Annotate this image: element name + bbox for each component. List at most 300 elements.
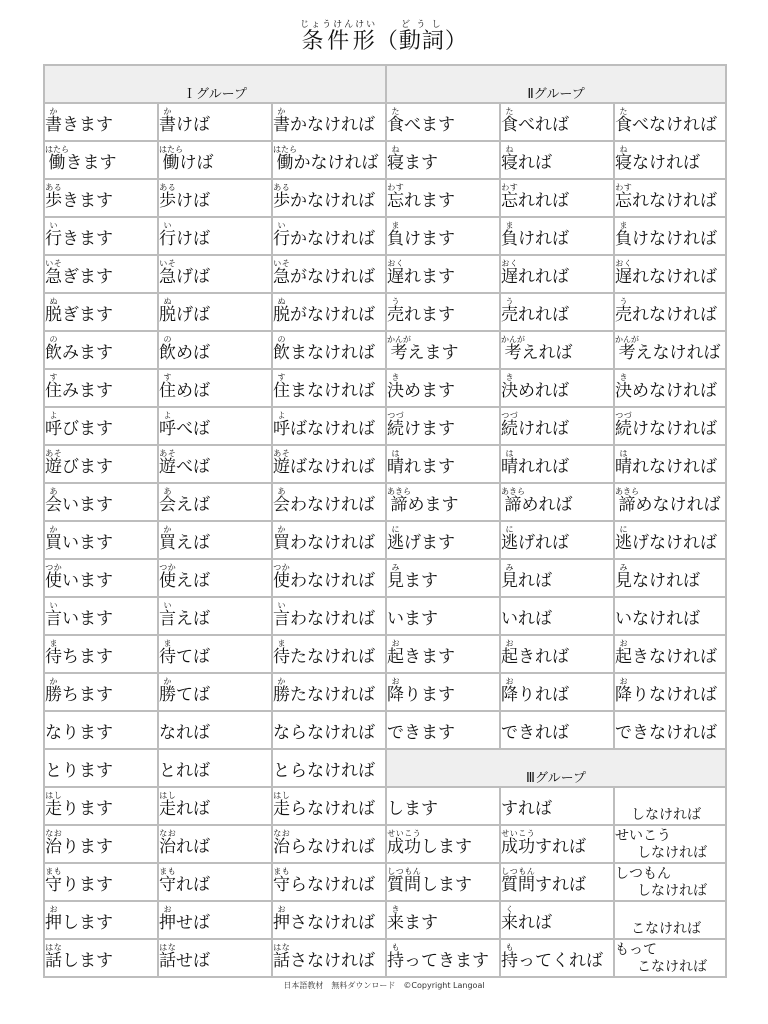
verb-form: 待まちます	[45, 639, 113, 667]
verb-form: 急いそぎます	[45, 259, 113, 287]
verb-form: 話はなさなければ	[273, 943, 375, 971]
verb-form: 勝かてば	[159, 677, 210, 705]
verb-form: 食たべなければ	[615, 107, 718, 135]
table-row	[45, 104, 727, 142]
verb-form: 起おきます	[387, 639, 456, 667]
ruby-word: 遅おく	[387, 259, 405, 287]
verb-form: 忘わすれれば	[501, 183, 570, 211]
verb-form: 住すめば	[159, 373, 210, 401]
group1-ba-form-cell	[159, 712, 273, 750]
ruby-word: 治なお	[45, 829, 62, 857]
furigana: い	[45, 601, 62, 610]
group1-masu-form-cell	[45, 788, 159, 826]
ruby-word: 晴は	[501, 449, 519, 477]
furigana: か	[159, 677, 176, 686]
group2-masu-form-cell	[387, 560, 501, 598]
ruby-word: 降お	[615, 677, 633, 705]
group1-masu-form-cell	[45, 636, 159, 674]
furigana: ま	[273, 639, 290, 648]
ruby-word: 待ま	[273, 639, 290, 667]
verb-form: 続つづけます	[387, 411, 456, 439]
furigana: あそ	[45, 449, 62, 458]
furigana: はな	[159, 943, 176, 952]
ruby-word: 成功せいこう	[501, 829, 536, 857]
verb-form: 待まてば	[159, 639, 210, 667]
furigana: お	[615, 677, 633, 686]
group3-masu-form-cell	[387, 940, 501, 978]
verb-form: いれば	[501, 609, 553, 629]
group1-ba-form-cell	[159, 636, 273, 674]
furigana: なお	[159, 829, 176, 838]
table-row	[45, 370, 727, 408]
furigana: ある	[159, 183, 176, 192]
verb-form: 諦あきらめます	[387, 487, 459, 515]
table-row	[45, 446, 727, 484]
ruby-word: 続つづ	[387, 411, 405, 439]
group1-masu-form-cell	[45, 712, 159, 750]
verb-form-line: もって	[615, 942, 658, 958]
group2-masu-form-cell	[387, 408, 501, 446]
furigana: す	[45, 373, 62, 382]
ruby-word: 押お	[45, 905, 62, 933]
group2-masu-form-cell	[387, 598, 501, 636]
group1-masu-form-cell	[45, 446, 159, 484]
group1-masu-form-cell	[45, 864, 159, 902]
furigana: か	[45, 525, 62, 534]
group2-nakereba-form-cell	[615, 446, 727, 484]
verb-form: 脱ぬげば	[159, 297, 210, 325]
ruby-word: 働はたら	[273, 145, 297, 173]
furigana: い	[45, 221, 62, 230]
group3-nakereba-form-cell	[615, 902, 727, 940]
ruby-word: 食た	[387, 107, 405, 135]
group2-nakereba-form-cell	[615, 142, 727, 180]
group1-header: Ｉグループ	[45, 66, 387, 104]
verb-form: 話はなします	[45, 943, 113, 971]
group1-ba-form-cell	[159, 332, 273, 370]
ruby-word: 走はし	[159, 791, 176, 819]
ruby-word: 来き	[387, 905, 405, 933]
ruby-word: 逃に	[387, 525, 405, 553]
ruby-word: 守まも	[159, 867, 176, 895]
group1-nakereba-form-cell	[273, 598, 387, 636]
verb-form: 言いえば	[159, 601, 210, 629]
table-row	[45, 788, 727, 826]
group1-ba-form-cell	[159, 218, 273, 256]
ruby-word: 急いそ	[45, 259, 62, 287]
ruby-word: 飲の	[159, 335, 176, 363]
furigana: はし	[45, 791, 62, 800]
ruby-word: 急いそ	[273, 259, 290, 287]
verb-form-line: しつもん	[615, 866, 672, 882]
ruby-word: 売う	[501, 297, 519, 325]
ruby-word: 呼よ	[273, 411, 290, 439]
ruby-word: 決き	[615, 373, 633, 401]
furigana: わす	[501, 183, 519, 192]
group1-nakereba-form-cell	[273, 826, 387, 864]
verb-form: 降おりなければ	[615, 677, 718, 705]
furigana: み	[501, 563, 519, 572]
verb-form: 見みなければ	[615, 563, 701, 591]
verb-form: 歩あるけば	[159, 183, 210, 211]
group2-ba-form-cell	[501, 484, 615, 522]
group1-masu-form-cell	[45, 940, 159, 978]
ruby-word: 言い	[273, 601, 290, 629]
furigana: わす	[387, 183, 405, 192]
furigana: く	[501, 905, 519, 914]
furigana: お	[273, 905, 290, 914]
ruby-word: 忘わす	[387, 183, 405, 211]
verb-form: 寝ねます	[387, 145, 439, 173]
furigana: い	[273, 221, 290, 230]
verb-form: 歩あるかなければ	[273, 183, 375, 211]
furigana: おく	[615, 259, 633, 268]
table-row	[45, 864, 727, 902]
ruby-word: 勝か	[273, 677, 290, 705]
footer-credit: 日本語教材 無料ダウンロード ©Copyright Langoal	[283, 981, 485, 990]
ruby-word: 行い	[159, 221, 176, 249]
group3-masu-form-cell	[387, 902, 501, 940]
verb-form: 諦あきらめなければ	[615, 487, 721, 515]
group3-nakereba-form-cell	[615, 826, 727, 864]
ruby-word: 遊あそ	[45, 449, 62, 477]
ruby-word: 寝ね	[615, 145, 633, 173]
furigana: う	[615, 297, 633, 306]
ruby-word: 続つづ	[501, 411, 519, 439]
table-row	[45, 294, 727, 332]
verb-form: 言いいます	[45, 601, 113, 629]
verb-form: 買かわなければ	[273, 525, 375, 553]
furigana: お	[387, 677, 405, 686]
verb-form: 脱ぬがなければ	[273, 297, 375, 325]
furigana: も	[387, 943, 405, 952]
group2-masu-form-cell	[387, 522, 501, 560]
ruby-word: 飲の	[45, 335, 62, 363]
group2-masu-form-cell	[387, 484, 501, 522]
ruby-word: 住す	[45, 373, 62, 401]
ruby-word: 売う	[387, 297, 405, 325]
ruby-word: 来く	[501, 905, 519, 933]
ruby-word: 働はたら	[45, 145, 69, 173]
ruby-word: 質問しつもん	[501, 867, 536, 895]
verb-form-line: こなければ	[637, 959, 708, 975]
group2-ba-form-cell	[501, 142, 615, 180]
group2-nakereba-form-cell	[615, 598, 727, 636]
furigana: なお	[273, 829, 290, 838]
verb-form: 呼よびます	[45, 411, 113, 439]
ruby-word: 諦あきら	[501, 487, 526, 515]
furigana: かんが	[387, 335, 412, 344]
verb-form: 売うれます	[387, 297, 456, 325]
furigana: しつもん	[501, 867, 536, 876]
group2-nakereba-form-cell	[615, 522, 727, 560]
group2-ba-form-cell	[501, 522, 615, 560]
ruby-word: 走はし	[273, 791, 290, 819]
group1-ba-form-cell	[159, 788, 273, 826]
ruby-word: 持も	[387, 943, 405, 971]
group1-nakereba-form-cell	[273, 636, 387, 674]
furigana: も	[501, 943, 519, 952]
table-row	[45, 636, 727, 674]
group2-ba-form-cell	[501, 294, 615, 332]
group1-nakereba-form-cell	[273, 750, 387, 788]
furigana: あきら	[501, 487, 526, 496]
ruby-word: 逃に	[615, 525, 633, 553]
group1-ba-form-cell	[159, 902, 273, 940]
verb-form: 見みれば	[501, 563, 553, 591]
furigana: おく	[501, 259, 519, 268]
verb-form: 寝ねなければ	[615, 145, 701, 173]
verb-form: 遅おくれれば	[501, 259, 570, 287]
verb-form: 決きめます	[387, 373, 456, 401]
furigana: ま	[387, 221, 405, 230]
table-row	[45, 750, 727, 788]
group3-ba-form-cell	[501, 902, 615, 940]
table-row	[45, 826, 727, 864]
furigana: よ	[159, 411, 176, 420]
verb-form: 会あわなければ	[273, 487, 375, 515]
group1-masu-form-cell	[45, 142, 159, 180]
group1-masu-form-cell	[45, 902, 159, 940]
verb-form: 遊あそばなければ	[273, 449, 375, 477]
furigana: き	[387, 905, 405, 914]
furigana: じょうけんけい	[300, 20, 378, 30]
ruby-word: 押お	[273, 905, 290, 933]
ruby-word: 買か	[273, 525, 290, 553]
group2-header: Ⅱグループ	[387, 66, 727, 104]
verb-form: 待またなければ	[273, 639, 375, 667]
group1-ba-form-cell	[159, 256, 273, 294]
ruby-word: 歩ある	[273, 183, 290, 211]
furigana: まも	[273, 867, 290, 876]
verb-form: 呼よべば	[159, 411, 210, 439]
verb-form: 買かいます	[45, 525, 113, 553]
group2-ba-form-cell	[501, 104, 615, 142]
ruby-word: 行い	[273, 221, 290, 249]
group2-ba-form-cell	[501, 636, 615, 674]
group2-masu-form-cell	[387, 104, 501, 142]
ruby-word: 決き	[387, 373, 405, 401]
group1-ba-form-cell	[159, 180, 273, 218]
ruby-word: 遊あそ	[159, 449, 176, 477]
furigana: か	[159, 107, 176, 116]
table-row	[45, 484, 727, 522]
group1-nakereba-form-cell	[273, 712, 387, 750]
group1-nakereba-form-cell	[273, 408, 387, 446]
group2-masu-form-cell	[387, 294, 501, 332]
furigana: い	[273, 601, 290, 610]
verb-form: 決きめれば	[501, 373, 570, 401]
group2-nakereba-form-cell	[615, 484, 727, 522]
group2-ba-form-cell	[501, 560, 615, 598]
verb-form: 言いわなければ	[273, 601, 375, 629]
furigana: かんが	[501, 335, 526, 344]
verb-form: 晴はれれば	[501, 449, 570, 477]
ruby-word: 見み	[387, 563, 405, 591]
ruby-word: 買か	[159, 525, 176, 553]
ruby-word: 負ま	[387, 221, 405, 249]
group2-masu-form-cell	[387, 180, 501, 218]
table-row	[45, 940, 727, 978]
verb-form: 勝かたなければ	[273, 677, 375, 705]
table-row	[45, 560, 727, 598]
furigana: ね	[615, 145, 633, 154]
group1-nakereba-form-cell	[273, 332, 387, 370]
ruby-word: 動詞どうし	[398, 20, 445, 54]
group2-nakereba-form-cell	[615, 104, 727, 142]
verb-form: 逃にげれば	[501, 525, 570, 553]
furigana: き	[615, 373, 633, 382]
group2-nakereba-form-cell	[615, 712, 727, 750]
ruby-word: 話はな	[273, 943, 290, 971]
furigana: つづ	[387, 411, 405, 420]
verb-form: 守まもらなければ	[273, 867, 375, 895]
ruby-word: 走はし	[45, 791, 62, 819]
furigana: か	[273, 107, 290, 116]
furigana: に	[387, 525, 405, 534]
group2-ba-form-cell	[501, 218, 615, 256]
furigana: はたら	[159, 145, 183, 154]
ruby-word: 勝か	[45, 677, 62, 705]
ruby-word: 住す	[273, 373, 290, 401]
verb-form: とれば	[159, 761, 210, 781]
group2-ba-form-cell	[501, 408, 615, 446]
group1-masu-form-cell	[45, 218, 159, 256]
verb-form: 考かんがえれば	[501, 335, 573, 363]
ruby-word: 使つか	[45, 563, 62, 591]
ruby-word: 起お	[501, 639, 519, 667]
verb-form: なります	[45, 723, 113, 743]
verb-form: 守まもります	[45, 867, 113, 895]
group1-ba-form-cell	[159, 826, 273, 864]
group1-ba-form-cell	[159, 560, 273, 598]
ruby-word: 負ま	[501, 221, 519, 249]
verb-form: 働はたらきます	[45, 145, 117, 173]
ruby-word: 言い	[45, 601, 62, 629]
verb-form: 成功せいこうすれば	[501, 829, 587, 857]
ruby-word: 歩ある	[45, 183, 62, 211]
verb-form: 忘わすれます	[387, 183, 456, 211]
ruby-word: 会あ	[159, 487, 176, 515]
verb-form: 負まけなければ	[615, 221, 718, 249]
verb-form: 降おりれば	[501, 677, 570, 705]
verb-form: とらなければ	[273, 761, 375, 781]
verb-form: 質問しつもんすれば	[501, 867, 587, 895]
verb-form: 売うれれば	[501, 297, 570, 325]
furigana: か	[273, 677, 290, 686]
group1-masu-form-cell	[45, 826, 159, 864]
verb-form: 来くれば	[501, 905, 553, 933]
verb-form: 起おきれば	[501, 639, 570, 667]
furigana: た	[387, 107, 405, 116]
group3-masu-form-cell	[387, 826, 501, 864]
group2-masu-form-cell	[387, 636, 501, 674]
table-row	[45, 408, 727, 446]
group3-masu-form-cell	[387, 864, 501, 902]
ruby-word: 見み	[615, 563, 633, 591]
verb-form-line: しなければ	[637, 845, 708, 861]
verb-form: 飲のめば	[159, 335, 210, 363]
furigana: しつもん	[387, 867, 422, 876]
ruby-word: 遅おく	[615, 259, 633, 287]
verb-form: 住すまなければ	[273, 373, 375, 401]
verb-form: 歩あるきます	[45, 183, 113, 211]
group1-nakereba-form-cell	[273, 446, 387, 484]
ruby-word: 使つか	[159, 563, 176, 591]
verb-form: 続つづけなければ	[615, 411, 718, 439]
verb-form: 書かきます	[45, 107, 113, 135]
verb-form: 持もってくれば	[501, 943, 604, 971]
group1-masu-form-cell	[45, 332, 159, 370]
table-row	[45, 256, 727, 294]
verb-form: できます	[387, 723, 456, 743]
ruby-word: 押お	[159, 905, 176, 933]
furigana: ぬ	[273, 297, 290, 306]
ruby-word: 遅おく	[501, 259, 519, 287]
furigana: か	[45, 107, 62, 116]
verb-form: 考かんがえなければ	[615, 335, 721, 363]
verb-form: 走はしります	[45, 791, 113, 819]
furigana: あ	[273, 487, 290, 496]
page-title	[0, 20, 768, 55]
group1-ba-form-cell	[159, 750, 273, 788]
group3-nakereba-form-cell	[615, 864, 727, 902]
furigana: つか	[159, 563, 176, 572]
furigana: に	[501, 525, 519, 534]
verb-form: 治なおれば	[159, 829, 210, 857]
furigana: ね	[387, 145, 405, 154]
ruby-word: 書か	[159, 107, 176, 135]
ruby-word: 待ま	[159, 639, 176, 667]
ruby-word: 負ま	[615, 221, 633, 249]
verb-form: します	[387, 799, 439, 819]
ruby-word: 書か	[273, 107, 290, 135]
group2-nakereba-form-cell	[615, 294, 727, 332]
furigana: まも	[45, 867, 62, 876]
ruby-word: 買か	[45, 525, 62, 553]
ruby-word: 治なお	[273, 829, 290, 857]
verb-form: 勝かちます	[45, 677, 113, 705]
ruby-word: 晴は	[615, 449, 633, 477]
ruby-word: 降お	[501, 677, 519, 705]
verb-form: 負まければ	[501, 221, 570, 249]
ruby-word: 降お	[387, 677, 405, 705]
verb-form: 遅おくれます	[387, 259, 456, 287]
furigana: よ	[273, 411, 290, 420]
ruby-word: 守まも	[45, 867, 62, 895]
furigana: はし	[273, 791, 290, 800]
group3-ba-form-cell	[501, 788, 615, 826]
furigana: ぬ	[159, 297, 176, 306]
furigana: か	[45, 677, 62, 686]
group1-nakereba-form-cell	[273, 902, 387, 940]
ruby-word: 話はな	[159, 943, 176, 971]
furigana: あ	[45, 487, 62, 496]
verb-form: 成功せいこうします	[387, 829, 473, 857]
verb-form: 忘わすれなければ	[615, 183, 718, 211]
ruby-word: 呼よ	[159, 411, 176, 439]
group1-ba-form-cell	[159, 104, 273, 142]
verb-form: いなければ	[615, 609, 701, 629]
verb-form-line: こなければ	[631, 921, 702, 937]
furigana: ま	[501, 221, 519, 230]
furigana: た	[615, 107, 633, 116]
furigana: い	[159, 221, 176, 230]
verb-form: 行いきます	[45, 221, 113, 249]
furigana: か	[273, 525, 290, 534]
furigana: あ	[159, 487, 176, 496]
furigana: つづ	[615, 411, 633, 420]
